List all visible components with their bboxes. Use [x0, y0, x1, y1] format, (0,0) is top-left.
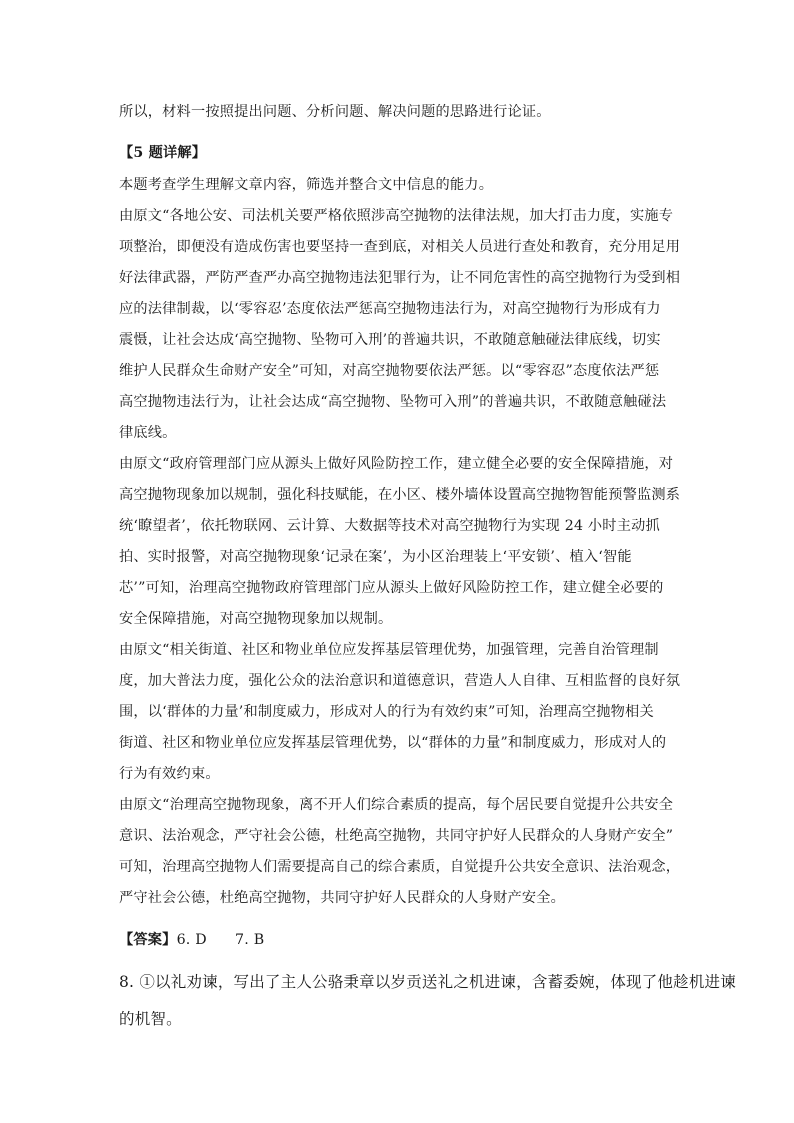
- text-line: 意识、法治观念，严守社会公德，杜绝高空抛物，共同守护好人民群众的人身财产安全”: [119, 828, 674, 844]
- text-line: 由原文“相关街道、社区和物业单位应发挥基层管理优势，加强管理，完善自治管理制: [119, 642, 659, 658]
- answer-text: 6. D 7. B: [176, 932, 265, 948]
- text-line: 高空抛物违法行为，让社会达成“高空抛物、坠物可入刑”的普遍共识，不敢随意触碰法: [119, 394, 667, 410]
- text-line: 街道、社区和物业单位应发挥基层管理优势，以“群体的力量”和制度威力，形成对人的: [119, 735, 667, 751]
- text-line: 由原文“政府管理部门应从源头上做好风险防控工作，建立健全必要的安全保障措施，对: [119, 456, 674, 472]
- question-8-line: 8. ①以礼劝谏，写出了主人公骆秉章以岁贡送礼之机进谏，含蓄委婉，体现了他趁机进谏: [119, 973, 736, 991]
- text-line: 项整治，即便没有造成伤害也要坚持一查到底，对相关人员进行查处和教育，充分用足用: [119, 239, 681, 255]
- text-line: 维护人民群众生命财产安全”可知，对高空抛物要依法严惩。以“零容忍”态度依法严惩: [119, 363, 660, 379]
- section-heading: 【5 题详解】: [119, 145, 207, 161]
- text-line: 安全保障措施，对高空抛物现象加以规制。: [119, 611, 393, 627]
- text-line: 可知，治理高空抛物人们需要提高自己的综合素质，自觉提升公共安全意识、法治观念，: [119, 859, 681, 875]
- answer-line: [119, 930, 264, 950]
- text-line: 本题考查学生理解文章内容，筛选并整合文中信息的能力。: [119, 177, 494, 193]
- text-line: 震慑，让社会达成‘高空抛物、坠物可入刑’的普遍共识，不敢随意触碰法律底线，切实: [119, 332, 661, 348]
- text-line: 由原文“各地公安、司法机关要严格依照涉高空抛物的法律法规，加大打击力度，实施专: [119, 208, 674, 224]
- text-line: 拍、实时报警，对高空抛物现象‘记录在案’，为小区治理装上‘平安锁’、植入‘智能: [119, 549, 632, 565]
- text-line: 行为有效约束。: [119, 766, 220, 782]
- text-line: 由原文“治理高空抛物现象，离不开人们综合素质的提高，每个居民要自觉提升公共安全: [119, 797, 674, 813]
- text-line: 好法律武器，严防严查严办高空抛物违法犯罪行为，让不同危害性的高空抛物行为受到相: [119, 270, 681, 286]
- text-line: 严守社会公德，杜绝高空抛物，共同守护好人民群众的人身财产安全。: [119, 890, 566, 906]
- text-line: 律底线。: [119, 425, 177, 441]
- text-line: 芯’”可知，治理高空抛物政府管理部门应从源头上做好风险防控工作，建立健全必要的: [119, 580, 664, 596]
- text-line: 应的法律制裁，以‘零容忍’态度依法严惩高空抛物违法行为，对高空抛物行为形成有力: [119, 301, 661, 317]
- question-8-line: 的机智。: [119, 1010, 182, 1028]
- text-line: 高空抛物现象加以规制，强化科技赋能，在小区、楼外墙体设置高空抛物智能预警监测系: [119, 487, 681, 503]
- answer-label: 【答案】: [119, 932, 177, 948]
- text-line: 度，加大普法力度，强化公众的法治意识和道德意识，营造人人自律、互相监督的良好氛: [119, 673, 681, 689]
- text-line: 统‘瞭望者’，依托物联网、云计算、大数据等技术对高空抛物行为实现 24 小时主动抓: [119, 518, 660, 534]
- text-line: 围，以‘群体的力量’和制度威力，形成对人的行为有效约束”可知，治理高空抛物相关: [119, 704, 654, 720]
- text-line: 所以，材料一按照提出问题、分析问题、解决问题的思路进行论证。: [119, 104, 551, 120]
